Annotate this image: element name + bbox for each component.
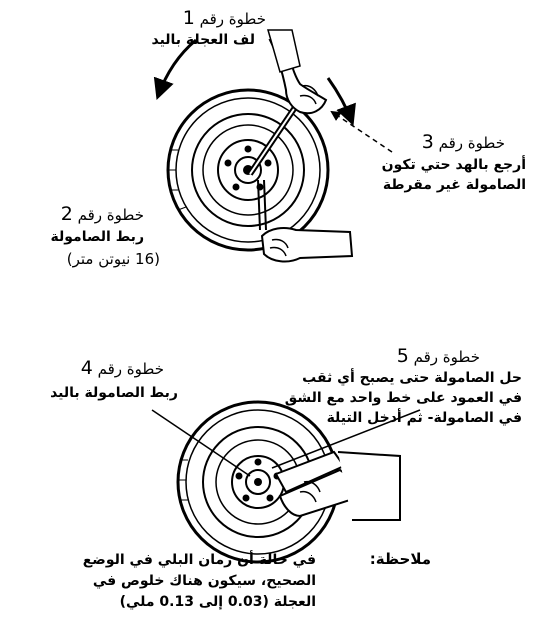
- step1-title: [183, 8, 266, 29]
- note-line1: في حالة أن رمان البلي في الوضع: [82, 552, 316, 568]
- step5-line1: حل الصامولة حتى يصبح أي ثقب: [302, 370, 522, 386]
- step2-line1: ربط الصامولة: [50, 229, 144, 245]
- step1-number: 1: [182, 7, 195, 29]
- step2-label: خطوة رقم: [77, 206, 144, 224]
- step3-title: [422, 132, 505, 153]
- rotation-arrow-right: [328, 78, 352, 122]
- step3-number: 3: [421, 131, 434, 153]
- step4-leader-line: [152, 410, 250, 476]
- step4-label: خطوة رقم: [97, 360, 164, 378]
- step4-number: 4: [80, 357, 93, 379]
- step2-title: [61, 204, 144, 225]
- step5-label: خطوة رقم: [413, 348, 480, 366]
- step3-label: خطوة رقم: [438, 134, 505, 152]
- step3-line2: الصامولة غير مقرطة: [382, 177, 526, 193]
- note-line3: العجلة (0.03 إلى 0.13 ملي): [119, 594, 316, 610]
- step3-line1: أرجع بالهد حتي تكون: [381, 157, 526, 173]
- step4-text: ربط الصامولة باليد: [50, 385, 178, 401]
- step1-label: خطوة رقم: [199, 10, 266, 28]
- step5-line2: في العمود على خط واحد مع الشق: [284, 390, 522, 406]
- note-label: ملاحظة:: [369, 550, 431, 568]
- step5-number: 5: [396, 345, 409, 367]
- step5-line3: في الصامولة- ثم أدخل التيلة: [326, 410, 522, 426]
- step4-title: [81, 358, 164, 379]
- lower-hand: [262, 228, 352, 261]
- step5-title: [397, 346, 480, 367]
- step2-number: 2: [60, 203, 73, 225]
- step2-line2: (16 نيوتن متر): [66, 250, 160, 268]
- step1-text: لف العجلة باليد: [151, 32, 255, 48]
- note-line2: الصحيح، سيكون هناك خلوص في: [92, 573, 316, 589]
- step3-leader-line: [332, 112, 392, 152]
- upper-hand: [268, 30, 326, 113]
